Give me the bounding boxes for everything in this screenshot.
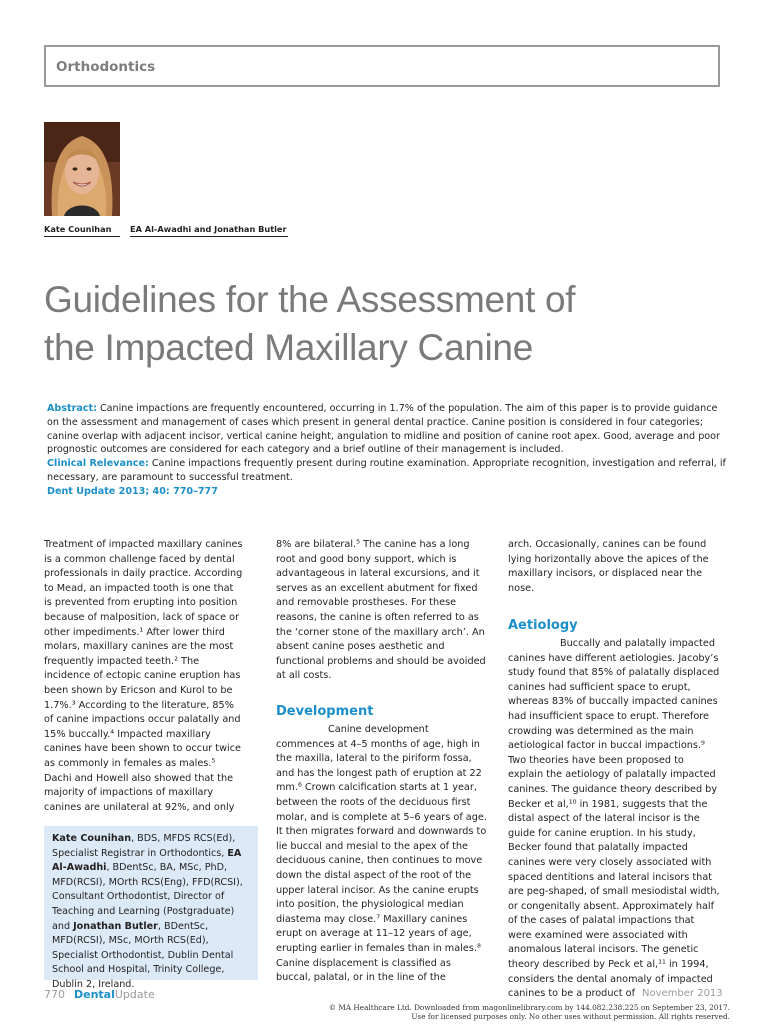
col3-paragraph-top: arch. Occasionally, canines can be found lying horizontally above the apices of the maxillary incisors, or displaced near the nose. xyxy=(508,539,709,594)
abstract-block xyxy=(47,402,727,499)
column-3-aetiology xyxy=(508,637,720,1002)
column-3-text xyxy=(508,538,720,596)
author-bio-box xyxy=(44,826,258,990)
development-heading: Development xyxy=(276,704,374,719)
journal-brand xyxy=(74,988,155,1001)
col1-paragraph: Treatment of impacted maxillary canines is a common challenge faced by dental professionals in daily practice. According to Mead, an impacted tooth is one that is prevented from erupting into position because of malposition, lack of space or other impediments.¹ After lower third molars, maxillary canines are the most frequently impacted teeth.² The incidence of ectopic canine eruption has been shown by Ericson and Kurol to be 1.7%.³ According to the literature, 85% of canine impactions occur palatally and 15% buccally.⁴ Impacted maxillary canines have been shown to occur twice as commonly in females as males.⁵ Dachi and Howell also showed that the majority of impactions of maxillary canines are unilateral at 92%, and only xyxy=(44,539,243,813)
article-title-line-2: the Impacted Maxillary Canine xyxy=(44,327,533,368)
author-name-1: Kate Counihan xyxy=(44,224,112,234)
bio-name-2: EA Al-Awadhi xyxy=(52,847,242,874)
copyright-line-2: Use for licensed purposes only. No other uses without permission. All rights reserved. xyxy=(411,1012,730,1021)
citation: Dent Update 2013; 40: 770–777 xyxy=(47,485,218,497)
section-label: Orthodontics xyxy=(56,59,156,75)
copyright-line-1: © MA Healthcare Ltd. Downloaded from magonlinelibrary.com by 144.082.238.225 on September 23, 2017. xyxy=(328,1003,730,1012)
aetiology-heading: Aetiology xyxy=(508,618,578,633)
author-photo xyxy=(44,122,120,216)
clinical-relevance-text: Canine impactions frequently present during routine examination. Appropriate recognition, investigation and referral, if necessary, are paramount to successful treatment. xyxy=(47,458,726,483)
bio-name-3: Jonathan Butler xyxy=(73,920,158,932)
article-title xyxy=(44,276,575,372)
author-name-2: EA Al-Awadhi and Jonathan Butler xyxy=(130,224,287,234)
section-header-bar xyxy=(44,45,720,87)
column-1-text xyxy=(44,538,244,815)
brand-update: Update xyxy=(114,988,155,1001)
copyright-notice xyxy=(220,1003,730,1021)
issue-date: November 2013 xyxy=(642,988,723,999)
abstract-text: Canine impactions are frequently encountered, occurring in 1.7% of the population. The aim of this paper is to provide guidance on the assessment and management of cases which present in general dental practice. Canine position is considered in four categories; canine overlap with adjacent incisor, vertical canine height, angulation to midline and position of canine root apex. Good, average and poor prognostic outcomes are considered for each category and a brief outline of their management is included. xyxy=(47,403,720,456)
article-title-line-1: Guidelines for the Assessment of xyxy=(44,279,576,320)
bio-text-3: , BDentSc, MFD(RCSI), MSc, MOrth RCS(Ed), Specialist Orthodontist, Dublin Dental School and Hospital, Trinity College, Dublin 2, Ireland. xyxy=(52,920,234,990)
col2-paragraph-top: 8% are bilateral.⁵ The canine has a long root and good bony support, which is advantageous in lateral excursions, and it serves as an excellent abutment for fixed and removable prostheses. For these reasons, the canine is often referred to as the ‘corner stone of the maxillary arch’. An absent canine poses aesthetic and functional problems and should be avoided at all costs. xyxy=(276,539,486,682)
bio-name-1: Kate Counihan xyxy=(52,833,132,844)
author-rule-1 xyxy=(44,236,120,237)
abstract-label: Abstract: xyxy=(47,403,97,414)
author-rule-2 xyxy=(130,236,288,237)
column-2-development xyxy=(276,723,488,986)
page-number: 770 xyxy=(44,988,65,1001)
brand-dental: Dental xyxy=(74,988,115,1001)
col3-aetiology-paragraph: Buccally and palatally impacted canines have different aetiologies. Jacoby’s study found that 85% of palatally displaced canines had sufficient space to erupt, whereas 83% of buccally impacted canines had insufficient space to erupt. Therefore crowding was determined as the main aetiological factor in buccal impactions.⁹ Two theories have been proposed to explain the aetiology of palatally impacted canines. The guidance theory described by Becker et al,¹⁰ in 1981, suggests that the distal aspect of the lateral incisor is the guide for canine eruption. In his study, Becker found that palatally impacted canines were very closely associated with spaced dentitions and lateral incisors that are peg-shaped, of small mesiodistal width, or congenitally absent. Approximately half of the cases of palatal impactions that were examined were associated with anomalous lateral incisors. The genetic theory described by Peck et al,¹¹ in 1994, considers the dental anomaly of impacted canines to be a product of xyxy=(508,638,720,1000)
column-2-text xyxy=(276,538,488,684)
col2-development-paragraph: Canine development commences at 4–5 months of age, high in the maxilla, lateral to the piriform fossa, and has the longest path of eruption at 22 mm.⁶ Crown calcification starts at 1 year, between the roots of the deciduous first molar, and is complete at 5–6 years of age. It then migrates forward and downwards to lie buccal and mesial to the apex of the deciduous canine, then continues to move down the distal aspect of the root of the upper lateral incisor. As the canine erupts into position, the physiological median diastema may close.⁷ Maxillary canines erupt on average at 11–12 years of age, erupting earlier in females than in males.⁸ Canine displacement is classified as buccal, palatal, or in the line of the xyxy=(276,724,487,984)
bio-text-1: , BDS, MFDS RCS(Ed), Specialist Registrar in Orthodontics, xyxy=(52,833,236,859)
bio-text-2: , BDentSc, BA, MSc, PhD, MFD(RCSI), MOrth RCS(Eng), FFD(RCSI), Consultant Orthodontist, Director of Teaching and Learning (Postgraduate) and xyxy=(52,862,243,932)
clinical-relevance-label: Clinical Relevance: xyxy=(47,458,149,470)
